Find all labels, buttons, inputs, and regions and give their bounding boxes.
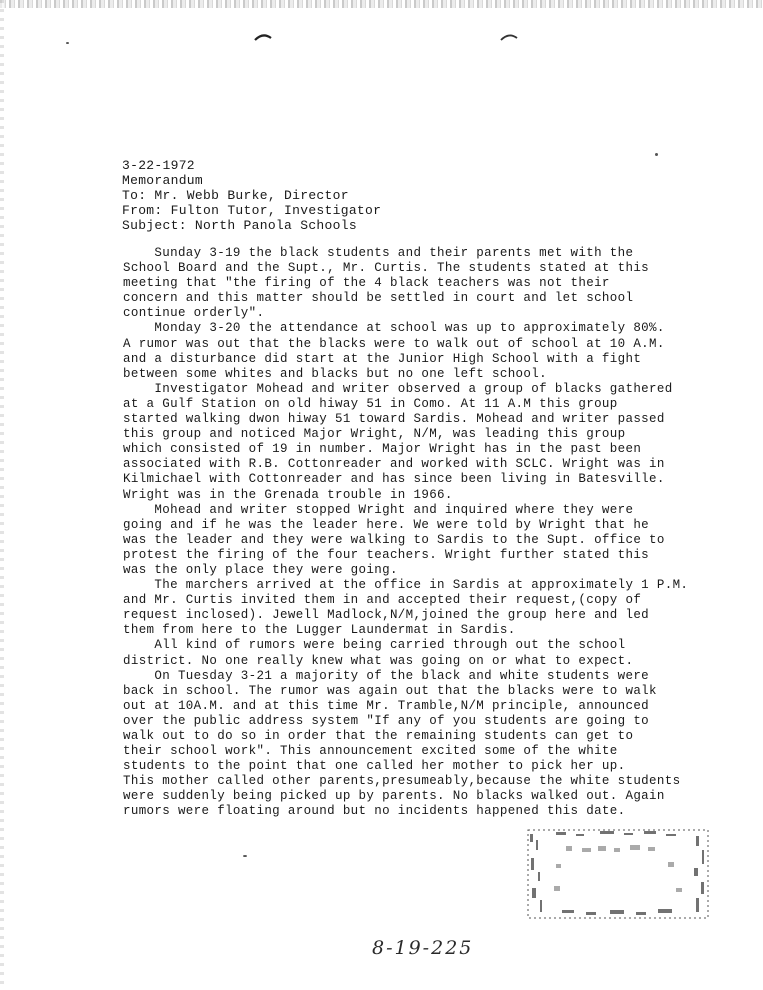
speck [66, 42, 69, 44]
body-line: between some whites and blacks but no one left school. [123, 366, 547, 381]
body-line: Sunday 3-19 the black students and their parents met with the [123, 246, 634, 260]
body-line: was the leader and they were walking to Sardis to the Supt. office to [123, 532, 665, 547]
memo-date: 3-22-1972 [122, 158, 195, 173]
body-line: All kind of rumors were being carried through out the school [123, 638, 626, 653]
body-line: walk out to do so in order that the remaining students can get to [123, 729, 634, 743]
body-line: A rumor was out that the blacks were to walk out of school at 10 A.M. [123, 336, 665, 351]
body-line: Investigator Mohead and writer observed a group of blacks gathered [123, 381, 673, 396]
punch-mark-right [500, 32, 518, 42]
body-line: over the public address system "If any of you students are going to [123, 713, 650, 728]
speck [243, 855, 247, 857]
body-line: Kilmichael with Cottonreader and has since been living in Batesville. [123, 472, 665, 487]
body-line: their school work". This announcement excited some of the white [123, 744, 618, 759]
body-line: them from here to the Lugger Laundermat in Sardis. [123, 623, 516, 638]
body-line: Mohead and writer stopped Wright and inquired where they were [123, 502, 634, 517]
memo-type: Memorandum [122, 173, 204, 188]
memo-subject: Subject: North Panola Schools [122, 218, 357, 233]
scan-left-edge [0, 0, 4, 990]
body-line: School Board and the Supt., Mr. Curtis. The students stated at this [123, 261, 650, 276]
handwritten-file-number: 8-19-225 [372, 937, 474, 959]
body-line: which consisted of 19 in number. Major Wright has in the past been [123, 442, 642, 457]
body-line: was the only place they were going. [123, 562, 398, 577]
body-line: this group and noticed Major Wright, N/M, was leading this group [123, 427, 626, 442]
speck [655, 153, 658, 156]
body-line: Wright was in the Grenada trouble in 1966. [123, 487, 453, 502]
body-line: request inclosed). Jewell Madlock,N/M,joined the group here and led [123, 608, 650, 623]
body-line: and Mr. Curtis invited them in and accepted their request,(copy of [123, 593, 642, 608]
scan-top-edge [0, 0, 763, 8]
body-line: rumors were floating around but no incidents happened this date. [123, 804, 626, 819]
punch-mark-left [254, 32, 272, 42]
body-line: out at 10A.M. and at this time Mr. Tramble,N/M principle, announced [123, 698, 650, 713]
received-stamp [526, 828, 710, 920]
memo-from: From: Fulton Tutor, Investigator [122, 203, 382, 218]
body-line: continue orderly". [123, 306, 265, 321]
body-line: back in school. The rumor was again out that the blacks were to walk [123, 683, 657, 698]
body-line: students to the point that one called her mother to pick her up. [123, 759, 626, 774]
body-line: and a disturbance did start at the Junior High School with a fight [123, 351, 642, 366]
memo-body [123, 246, 688, 820]
body-line: On Tuesday 3-21 a majority of the black and white students were [123, 668, 650, 683]
body-line: meeting that "the firing of the 4 black teachers was not their [123, 276, 610, 291]
body-line: started walking dwon hiway 51 toward Sardis. Mohead and writer passed [123, 412, 665, 427]
memo-header [122, 158, 381, 233]
body-line: The marchers arrived at the office in Sardis at approximately 1 P.M. [123, 578, 689, 593]
body-line: This mother called other parents,presumeably,because the white students [123, 774, 681, 789]
memo-to: To: Mr. Webb Burke, Director [122, 188, 349, 203]
body-line: district. No one really knew what was going on or what to expect. [123, 653, 634, 668]
body-line: going and if he was the leader here. We were told by Wright that he [123, 517, 650, 532]
body-line: were suddenly being picked up by parents. No blacks walked out. Again [123, 789, 665, 804]
body-line: at a Gulf Station on old hiway 51 in Como. At 11 A.M this group [123, 396, 618, 411]
body-line: protest the firing of the four teachers. Wright further stated this [123, 547, 650, 562]
body-line: associated with R.B. Cottonreader and worked with SCLC. Wright was in [123, 457, 665, 472]
stamp-graphic [526, 828, 710, 920]
body-line: concern and this matter should be settled in court and let school [123, 291, 634, 306]
body-line: Monday 3-20 the attendance at school was up to approximately 80%. [123, 321, 665, 336]
